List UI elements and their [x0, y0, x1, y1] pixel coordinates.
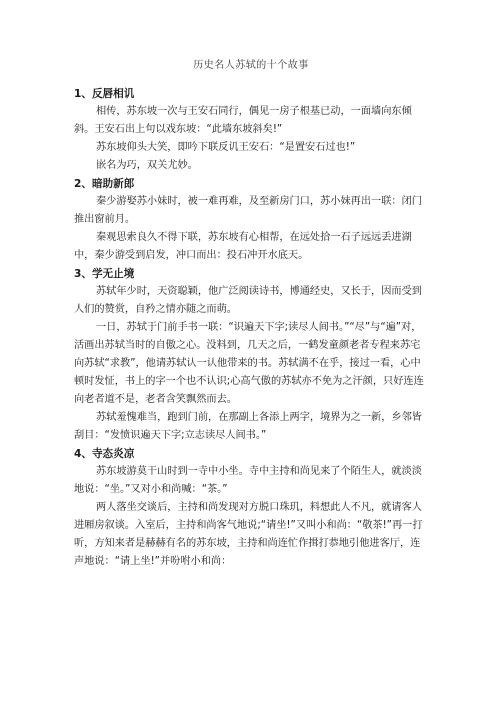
- paragraph: 嵌名为巧，双关尤妙。: [96, 160, 198, 171]
- paragraph: 苏东坡游莫干山时到一寺中小坐。寺中主持和尚见来了个陌生人，就淡淡地说：“坐。”又对小和尚喊：“茶。”: [74, 466, 422, 495]
- paragraph: 两人落坐交谈后，主持和尚发现对方脱口珠玑，料想此人不凡，就请客人进厢房叙谈。入室后，主持和尚客气地说;“请坐!”又叫小和尚：“敬茶!”再一打听，方知来者是赫赫有名的苏东坡，主持和尚连忙作揖打恭地引他进客厅，连声地说：“请上坐!”并吩咐小和尚：: [74, 502, 423, 567]
- story-section-3: [74, 265, 428, 445]
- section-heading: 2、暗助新郎: [74, 178, 135, 190]
- story-section-4: [74, 445, 428, 571]
- paragraph: 苏东坡仰头大笑，即吟下联反讥王安石：“是置安石过也!”: [96, 142, 356, 153]
- paragraph: 秦观思索良久不得下联，苏东坡有心相帮，在远处拾一石子远远丢进湖中，秦少游受到启发，冲口而出：投石冲开水底天。: [74, 232, 412, 261]
- paragraph: 苏轼羞愧难当，跑到门前，在那副上各添上两字，境界为之一新，乡邻皆刮目：“发愤识遍天下字;立志读尽人间书。”: [74, 412, 422, 441]
- section-heading: 4、寺态炎凉: [74, 448, 135, 460]
- paragraph: 一日，苏轼于门前手书一联：“识遍天下字;读尽人间书。”“尽”与“遍”对，活画出苏轼当时的自傲之心。没料到，几天之后，一鹤发童颜老者专程来苏宅向苏轼“求教”，他请苏轼认一认他带来的书。苏轼满不在乎，接过一看，心中顿时发怔，书上的字一个也不认识;心高气傲的苏轼亦不免为之汗颜，只好连连向老者道不是，老者含笑飘然而去。: [74, 322, 424, 405]
- story-section-1: [74, 85, 428, 175]
- story-section-2: [74, 175, 428, 265]
- paragraph: 秦少游娶苏小妹时，被一难再难，及至新房门口，苏小妹再出一联：闭门推出窗前月。: [74, 196, 422, 225]
- document-title: 历史名人苏轼的十个故事: [193, 60, 309, 71]
- paragraph: 相传，苏东坡一次与王安石同行，偶见一房子根基已动，一面墙向东倾斜。王安石出上句以戏东坡：“此墙东坡斜矣!”: [74, 106, 412, 135]
- paragraph: 苏轼年少时，天资聪颖，他广泛阅读诗书，博通经史，又长于，因而受到人们的赞赏，自矜之情亦随之而萌。: [74, 286, 422, 315]
- section-heading: 1、反唇相讥: [74, 88, 135, 100]
- section-heading: 3、学无止境: [74, 268, 135, 280]
